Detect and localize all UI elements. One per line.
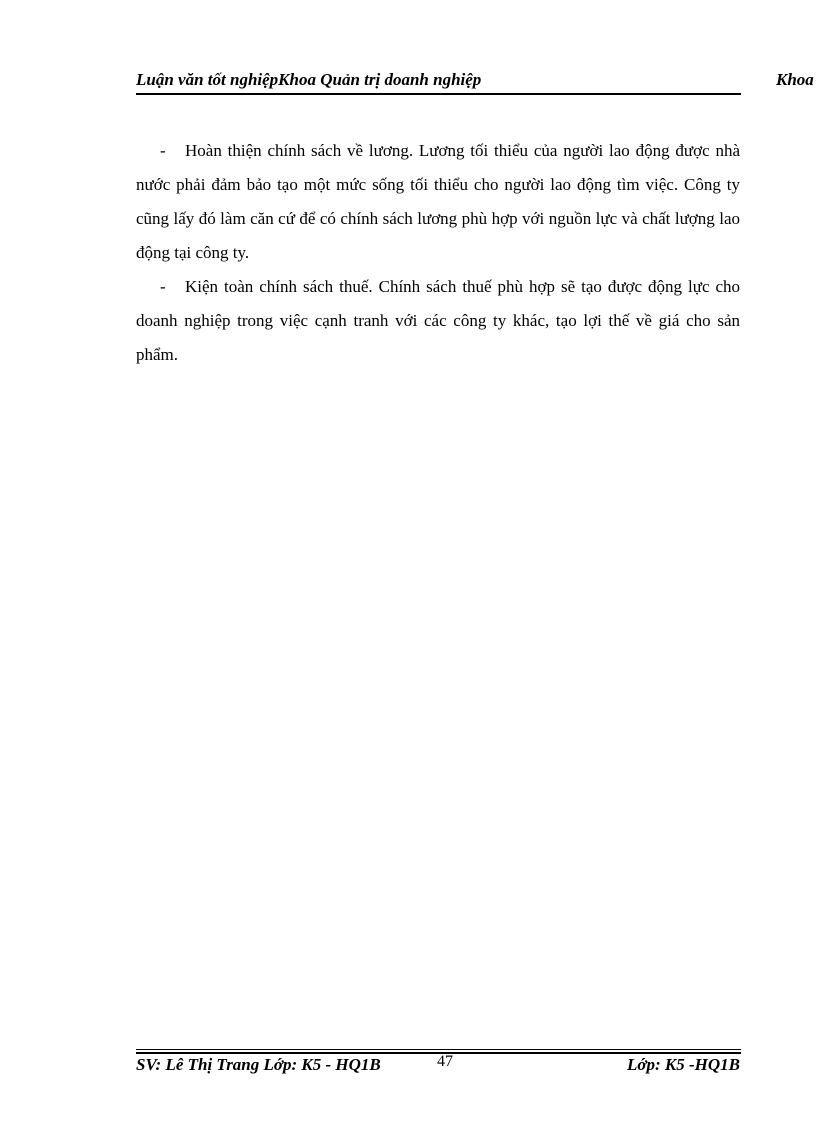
paragraph-1-continuation: được nhà nước phải đảm bảo tạo một mức sống tối thiểu cho người lao động tìm việc. Công ty cũng lấy đó làm căn cứ để có chính sách lương phù hợp với nguồn lực và chất lượng lao động tại công ty.: [136, 141, 740, 262]
footer-class-info: Lớp: K5 -HQ1B: [626, 1055, 740, 1074]
paragraph-2: [136, 270, 740, 372]
body-text: [136, 134, 740, 372]
footer-divider-thin: [136, 1049, 741, 1050]
bullet-marker: -: [160, 277, 166, 296]
page-header: [136, 70, 816, 94]
page-number: 47: [437, 1053, 453, 1070]
paragraph-1: [136, 134, 740, 270]
header-divider: [136, 93, 741, 95]
paragraph-2-continuation: lực cho doanh nghiệp trong việc cạnh tranh với các công ty khác, tạo lợi thế về giá cho sản phẩm.: [136, 277, 741, 364]
header-right-text: Khoa: [776, 70, 814, 89]
paragraph-2-first-line: Kiện toàn chính sách thuế. Chính sách thuế phù hợp sẽ tạo được động: [185, 277, 683, 296]
paragraph-1-first-line: Hoàn thiện chính sách về lương. Lương tối thiểu của người lao động: [185, 141, 670, 160]
header-title: Luận văn tốt nghiệpKhoa Quản trị doanh nghiệp: [136, 70, 482, 89]
bullet-marker: -: [160, 141, 166, 160]
footer-student-info: SV: Lê Thị Trang Lớp: K5 - HQ1B: [136, 1055, 381, 1074]
